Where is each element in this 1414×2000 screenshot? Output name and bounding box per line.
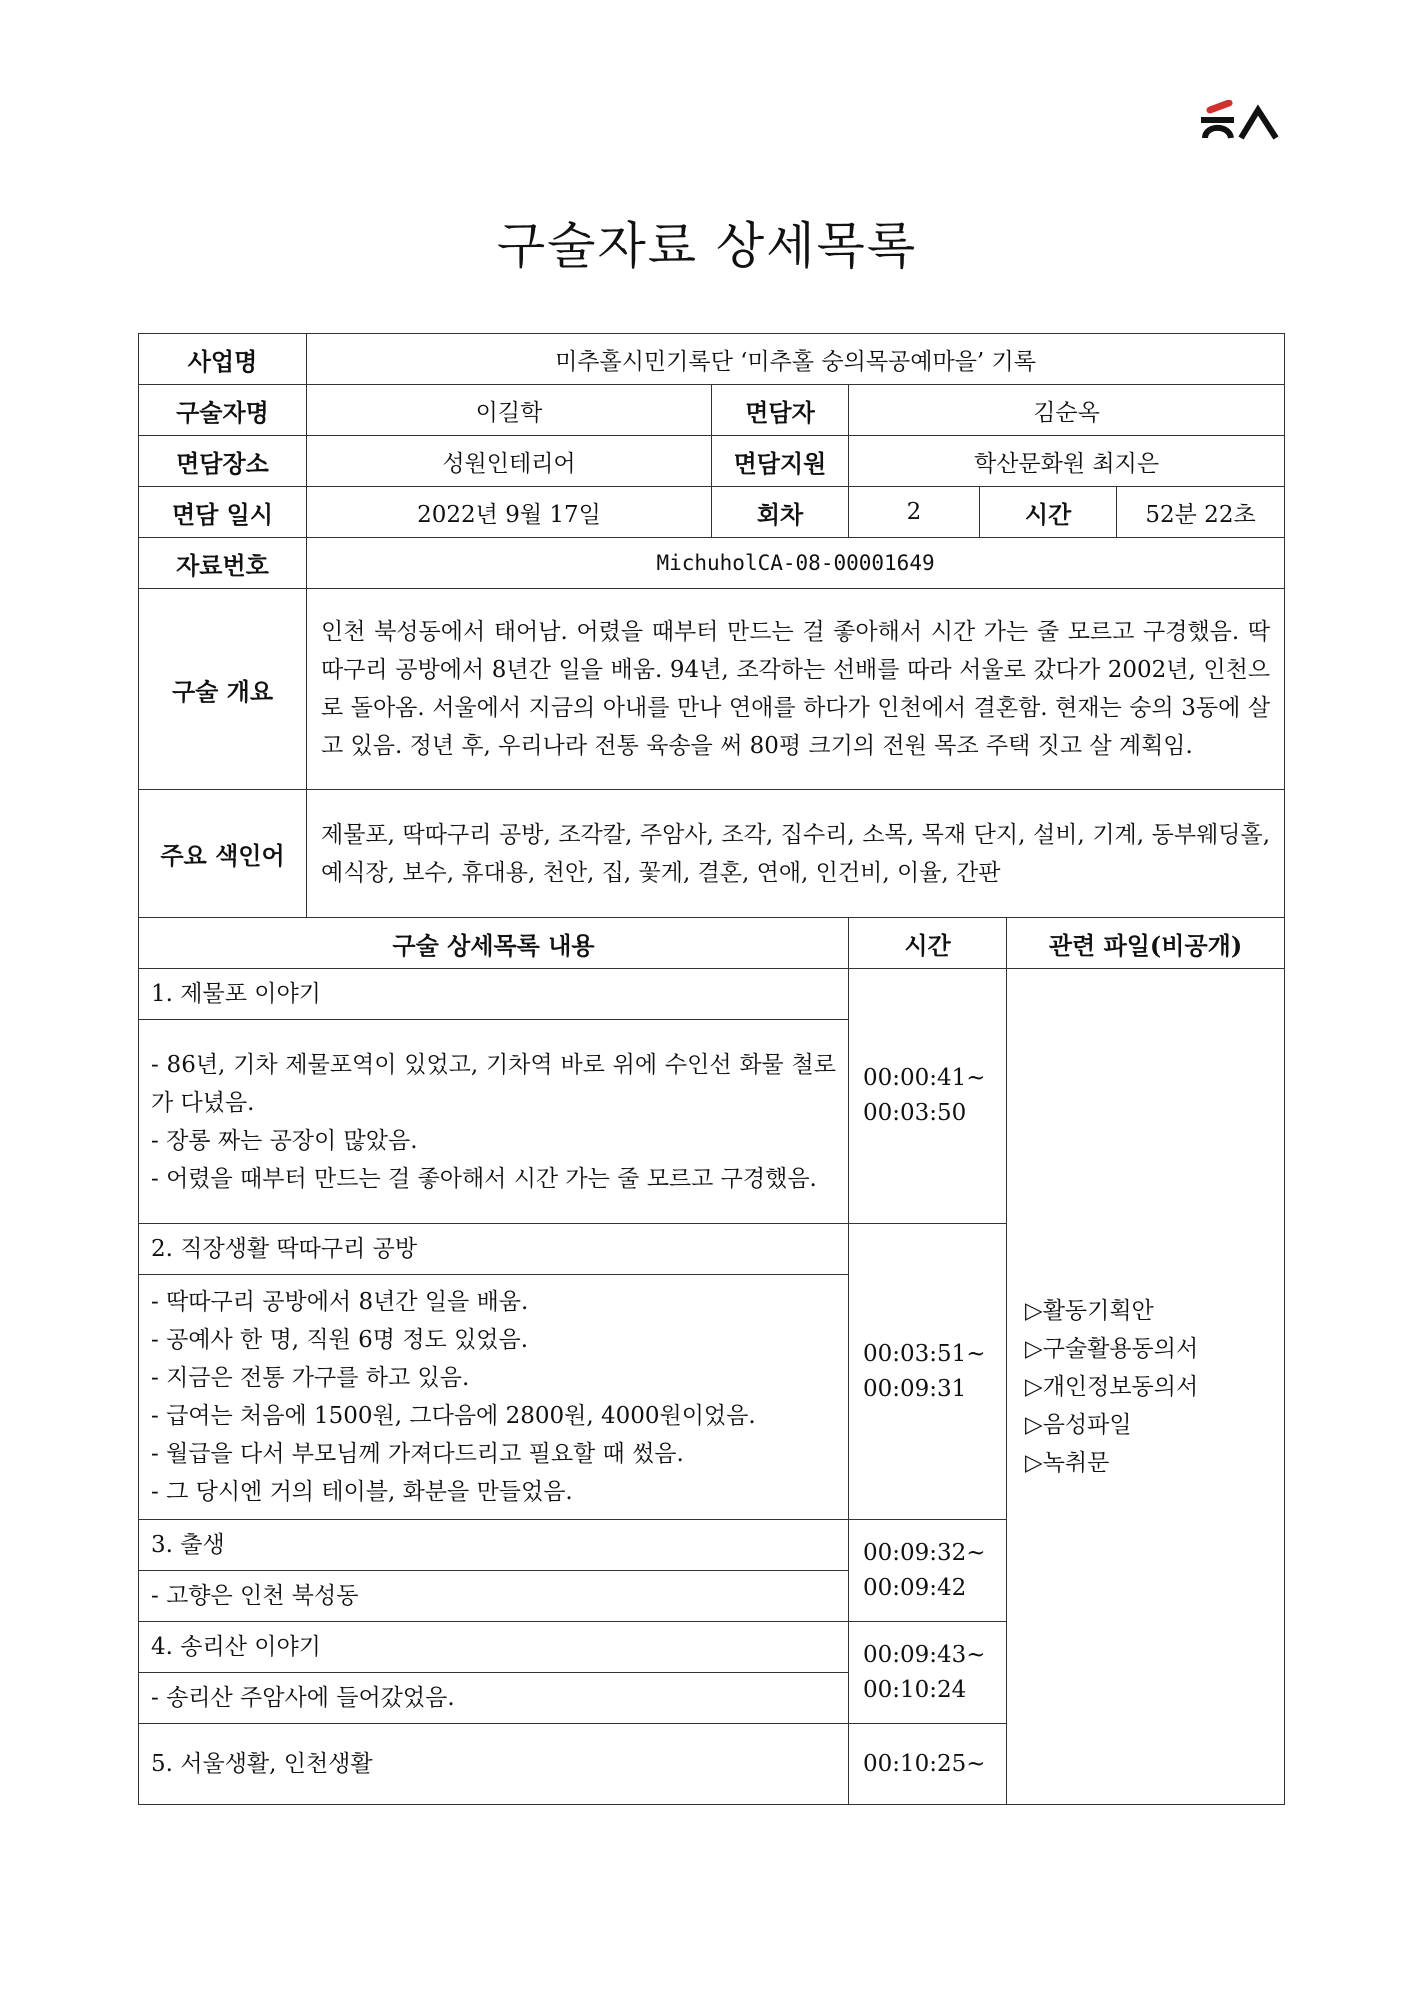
time-end: 00:09:42	[863, 1574, 967, 1601]
file-item: ▷녹취문	[1025, 1449, 1110, 1476]
session-value: 2	[849, 487, 980, 538]
list-item: - 월급을 다서 부모님께 가져다드리고 필요할 때 썼음.	[151, 1441, 684, 1467]
list-item: - 장롱 짜는 공장이 많았음.	[151, 1127, 418, 1154]
interviewer-value: 김순옥	[849, 385, 1285, 436]
narrator-row	[139, 385, 1285, 436]
list-item: - 딱따구리 공방에서 8년간 일을 배움.	[151, 1289, 529, 1315]
organization-logo-icon	[1196, 100, 1282, 142]
file-item: ▷음성파일	[1025, 1411, 1132, 1438]
section-time	[849, 1622, 1007, 1724]
date-value: 2022년 9월 17일	[307, 487, 712, 538]
time-start: 00:00:41~	[863, 1065, 986, 1091]
time-start: 00:10:25~	[863, 1750, 986, 1777]
file-item: ▷개인정보동의서	[1025, 1373, 1199, 1400]
file-item: ▷구술활용동의서	[1025, 1335, 1199, 1362]
narrator-label: 구술자명	[139, 385, 307, 436]
id-value: MichuholCA-08-00001649	[307, 538, 1285, 589]
section-items	[139, 1020, 849, 1224]
date-row	[139, 487, 1285, 538]
duration-label: 시간	[980, 487, 1117, 538]
keywords-row	[139, 790, 1285, 918]
detail-files-header: 관련 파일(비공개)	[1007, 918, 1285, 969]
project-label: 사업명	[139, 334, 307, 385]
time-start: 00:09:43~	[863, 1641, 986, 1668]
keywords-value: 제물포, 딱따구리 공방, 조각칼, 주암사, 조각, 집수리, 소목, 목재 단지, 설비, 기계, 동부웨딩홀, 예식장, 보수, 휴대용, 천안, 집, 꽃게, 결혼, 연애, 인건비, 이율, 간판	[307, 790, 1285, 918]
detail-header-row	[139, 918, 1285, 969]
section-title: 3. 출생	[139, 1520, 849, 1571]
session-label: 회차	[712, 487, 849, 538]
summary-label: 구술 개요	[139, 589, 307, 790]
duration-value: 52분 22초	[1117, 487, 1285, 538]
section-title-row	[139, 969, 1285, 1020]
project-value: 미추홀시민기록단 ‘미추홀 숭의목공예마을’ 기록	[307, 334, 1285, 385]
section-title: 5. 서울생활, 인천생활	[139, 1724, 849, 1805]
time-start: 00:03:51~	[863, 1340, 986, 1367]
detail-content-header: 구술 상세목록 내용	[139, 918, 849, 969]
support-value: 학산문화원 최지은	[849, 436, 1285, 487]
list-item: - 공예사 한 명, 직원 6명 정도 있었음.	[151, 1327, 529, 1353]
time-end: 00:09:31	[863, 1375, 967, 1402]
date-label: 면담 일시	[139, 487, 307, 538]
section-items	[139, 1275, 849, 1520]
narrator-value: 이길학	[307, 385, 712, 436]
list-item: - 고향은 인천 북성동	[139, 1571, 849, 1622]
section-title: 1. 제물포 이야기	[139, 969, 849, 1020]
section-time	[849, 969, 1007, 1224]
list-item: - 지금은 전통 가구를 하고 있음.	[151, 1365, 470, 1391]
section-time	[849, 1724, 1007, 1805]
page-title: 구술자료 상세목록	[496, 217, 918, 275]
project-row	[139, 334, 1285, 385]
time-end: 00:03:50	[863, 1100, 967, 1126]
section-time	[849, 1224, 1007, 1520]
keywords-label: 주요 색인어	[139, 790, 307, 918]
time-start: 00:09:32~	[863, 1539, 986, 1566]
support-label: 면담지원	[712, 436, 849, 487]
place-value: 성원인테리어	[307, 436, 712, 487]
summary-row	[139, 589, 1285, 790]
interviewer-label: 면담자	[712, 385, 849, 436]
list-item: - 그 당시엔 거의 테이블, 화분을 만들었음.	[151, 1479, 573, 1505]
place-row	[139, 436, 1285, 487]
file-item: ▷활동기획안	[1025, 1297, 1154, 1324]
list-item: - 급여는 처음에 1500원, 그다음에 2800원, 4000원이었음.	[151, 1403, 756, 1429]
time-end: 00:10:24	[863, 1676, 967, 1703]
summary-value: 인천 북성동에서 태어남. 어렸을 때부터 만드는 걸 좋아해서 시간 가는 줄 모르고 구경했음. 딱따구리 공방에서 8년간 일을 배움. 94년, 조각하는 선배를 따라 서울로 갔다가 2002년, 인천으로 돌아옴. 서울에서 지금의 아내를 만나 연애를 하다가 인천에서 결혼함. 현재는 숭의 3동에 살고 있음. 정년 후, 우리나라 전통 육송을 써 80평 크기의 전원 목조 주택 짓고 살 계획임.	[307, 589, 1285, 790]
place-label: 면담장소	[139, 436, 307, 487]
section-time	[849, 1520, 1007, 1622]
id-row	[139, 538, 1285, 589]
list-item: - 어렸을 때부터 만드는 걸 좋아해서 시간 가는 줄 모르고 구경했음.	[151, 1165, 817, 1192]
list-item: - 86년, 기차 제물포역이 있었고, 기차역 바로 위에 수인선 화물 철로가 다녔음.	[151, 1051, 836, 1116]
id-label: 자료번호	[139, 538, 307, 589]
section-title: 2. 직장생활 딱따구리 공방	[139, 1224, 849, 1275]
list-item: - 송리산 주암사에 들어갔었음.	[139, 1673, 849, 1724]
section-title: 4. 송리산 이야기	[139, 1622, 849, 1673]
oral-record-table	[138, 333, 1285, 1805]
detail-time-header: 시간	[849, 918, 1007, 969]
related-files-cell	[1007, 969, 1285, 1805]
